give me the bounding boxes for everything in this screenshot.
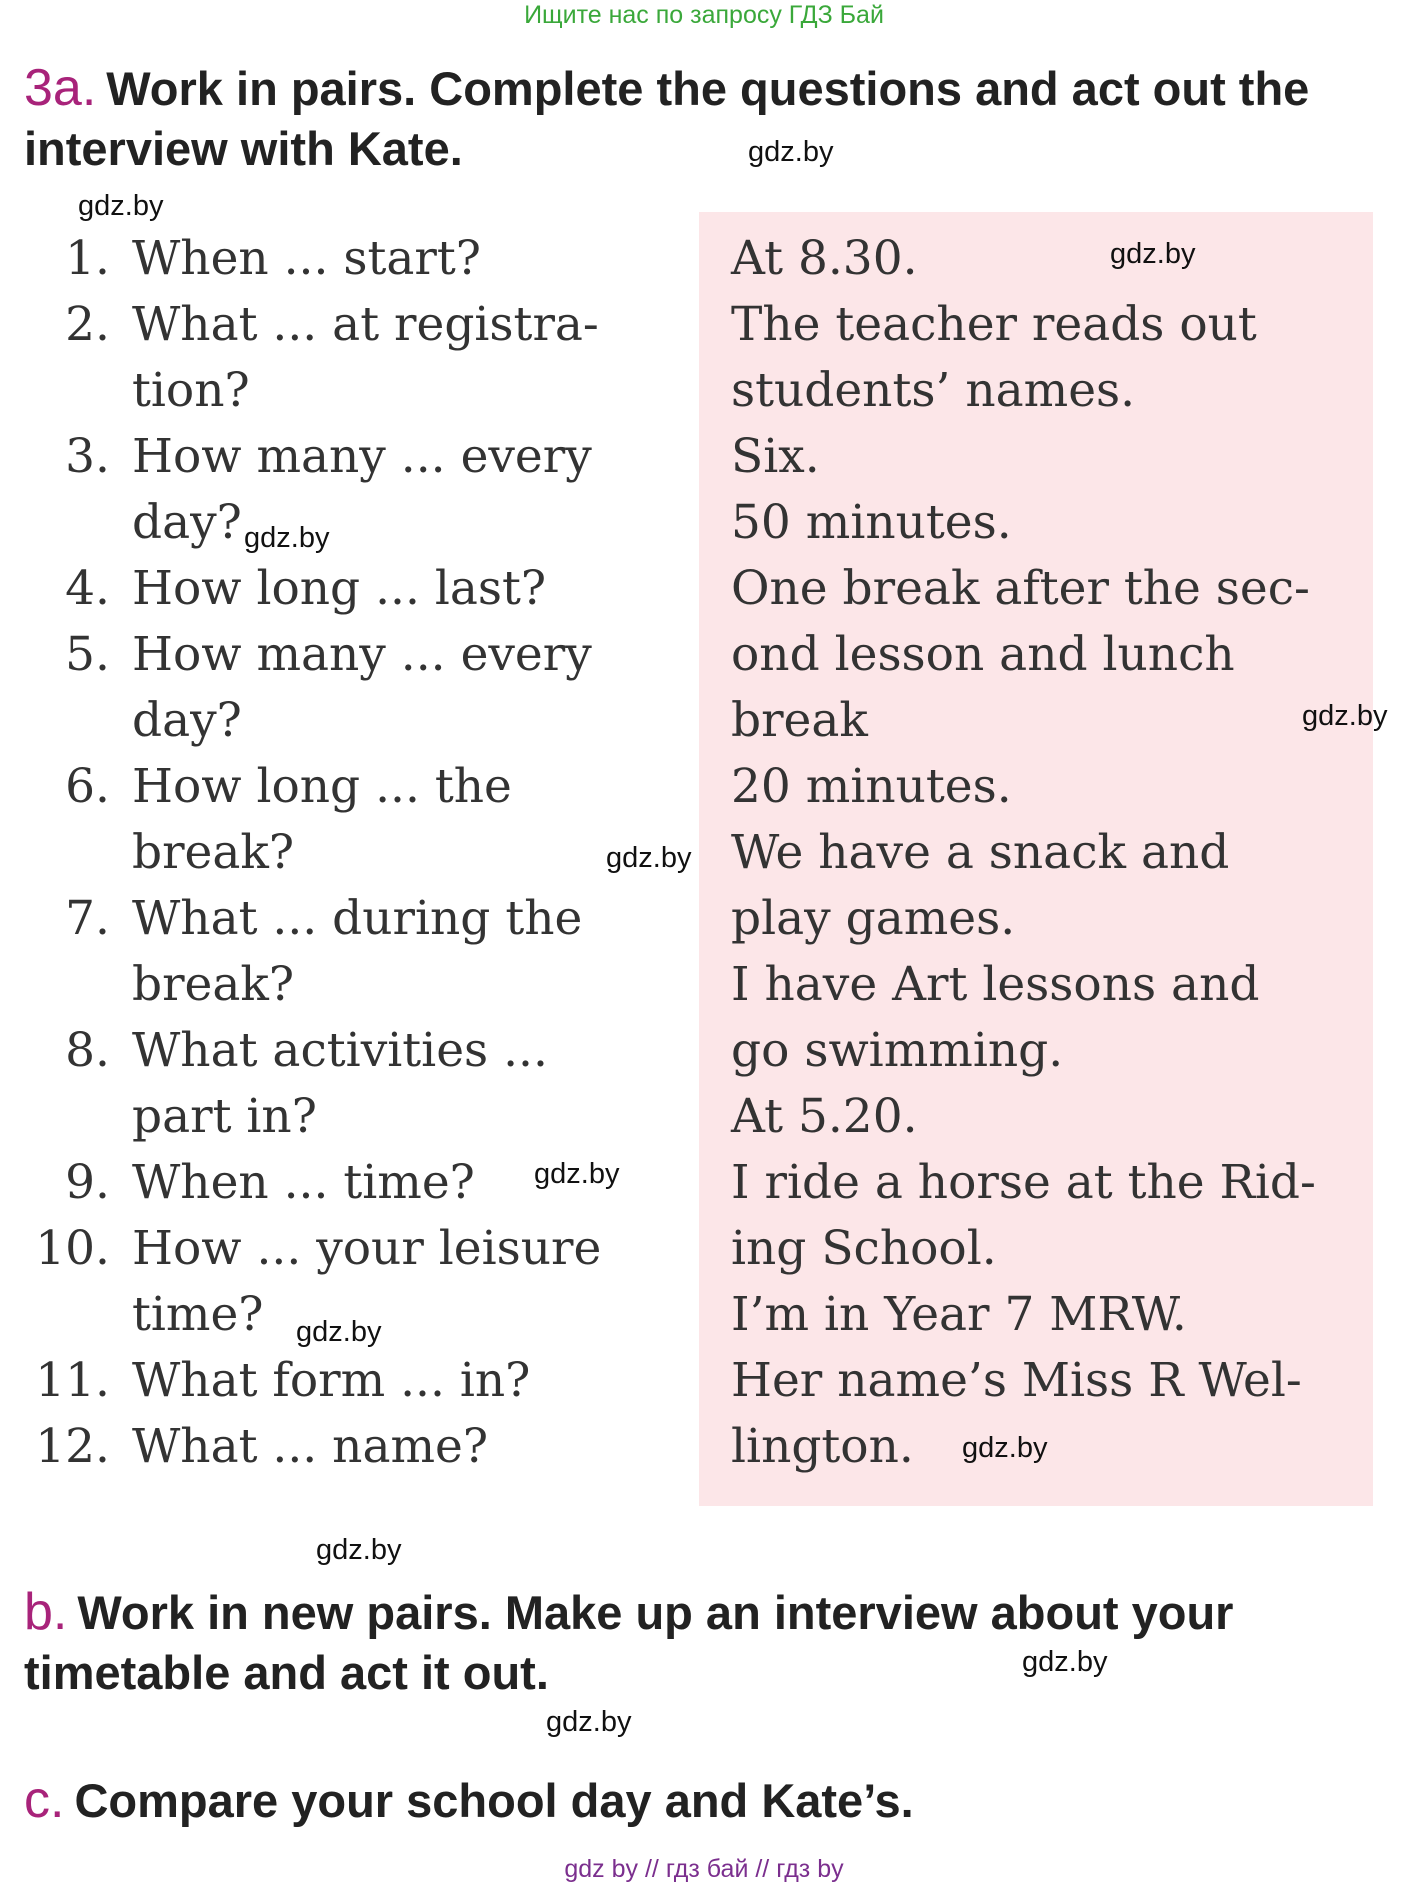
watermark: gdz.by — [606, 842, 692, 874]
answer-line: play games. — [731, 891, 1016, 946]
task-3a-label: 3a. — [24, 59, 97, 117]
answer-line: go swimming. — [731, 1023, 1064, 1078]
answer-line: At 8.30. — [731, 231, 918, 286]
question-number: 9. — [65, 1155, 110, 1210]
question-number — [24, 490, 132, 556]
question-text: How long ... last? — [132, 561, 547, 616]
question-text: What activities ... — [132, 1023, 548, 1078]
question-number — [24, 688, 132, 754]
watermark: gdz.by — [534, 1158, 620, 1190]
watermark: gdz.by — [296, 1316, 382, 1348]
task-3a-line-2: interview with Kate. — [24, 122, 463, 175]
task-b-heading — [24, 1582, 1233, 1703]
question-number — [24, 1084, 132, 1150]
question-text: tion? — [132, 363, 250, 418]
answer-line: I ride a horse at the Rid- — [731, 1155, 1316, 1210]
question-number — [24, 820, 132, 886]
task-3a-line-1: Work in pairs. Complete the questions and act out the — [106, 62, 1310, 115]
watermark: gdz.by — [1302, 700, 1388, 732]
watermark: gdz.by — [1022, 1646, 1108, 1678]
question-number — [24, 358, 132, 424]
question-number: 7. — [65, 891, 110, 946]
answer-line: 20 minutes. — [731, 759, 1012, 814]
question-number: 5. — [65, 627, 110, 682]
question-text: part in? — [132, 1089, 317, 1144]
question-line — [24, 1348, 664, 1414]
question-text: How many ... every — [132, 429, 592, 484]
footer-links: gdz by // гдз бай // гдз by — [564, 1855, 844, 1883]
question-text: What ... at registra- — [132, 297, 599, 352]
task-3a-heading — [24, 58, 1309, 179]
question-number: 11. — [35, 1353, 110, 1408]
question-line — [24, 952, 664, 1018]
question-line — [24, 820, 664, 886]
answer-line: 50 minutes. — [731, 495, 1012, 550]
answer-line: One break after the sec- — [731, 561, 1310, 616]
question-number: 3. — [65, 429, 110, 484]
question-line — [24, 556, 664, 622]
task-c-line-1: Compare your school day and Kate’s. — [74, 1774, 914, 1827]
watermark: gdz.by — [1110, 238, 1196, 270]
question-text: day? — [132, 693, 242, 748]
answer-line: The teacher reads out — [731, 297, 1257, 352]
answer-line: I have Art lessons and — [731, 957, 1260, 1012]
question-line — [24, 1018, 664, 1084]
question-text: break? — [132, 825, 295, 880]
question-line — [24, 754, 664, 820]
answer-line: I’m in Year 7 MRW. — [731, 1287, 1187, 1342]
question-line — [24, 1414, 664, 1480]
question-number: 2. — [65, 297, 110, 352]
question-line — [24, 688, 664, 754]
question-text: What ... name? — [132, 1419, 489, 1474]
question-line — [24, 886, 664, 952]
answer-line: break — [731, 693, 868, 748]
question-number — [24, 952, 132, 1018]
answer-line: Her name’s Miss R Wel- — [731, 1353, 1302, 1408]
question-number: 8. — [65, 1023, 110, 1078]
top-banner: Ищите нас по запросу ГДЗ Бай — [524, 1, 884, 29]
answer-line: students’ names. — [731, 363, 1136, 418]
question-number: 10. — [35, 1221, 110, 1276]
answer-line: At 5.20. — [731, 1089, 918, 1144]
answer-line: Six. — [731, 429, 820, 484]
question-line — [24, 358, 664, 424]
watermark: gdz.by — [316, 1534, 402, 1566]
question-text: When ... time? — [132, 1155, 475, 1210]
question-text: What form ... in? — [132, 1353, 531, 1408]
question-number — [24, 1282, 132, 1348]
question-text: day? — [132, 495, 242, 550]
answer-line: ond lesson and lunch — [731, 627, 1235, 682]
question-text: time? — [132, 1287, 264, 1342]
question-number: 1. — [65, 231, 110, 286]
question-line — [24, 292, 664, 358]
question-line — [24, 424, 664, 490]
question-text: break? — [132, 957, 295, 1012]
watermark: gdz.by — [244, 522, 330, 554]
question-line — [24, 226, 664, 292]
watermark: gdz.by — [962, 1432, 1048, 1464]
answer-line: ing School. — [731, 1221, 997, 1276]
task-c-label: c. — [24, 1771, 65, 1829]
question-text: How long ... the — [132, 759, 512, 814]
task-b-label: b. — [24, 1583, 68, 1641]
watermark: gdz.by — [546, 1706, 632, 1738]
question-number: 12. — [35, 1419, 110, 1474]
questions-column — [24, 226, 664, 1480]
answer-line: lington. — [731, 1419, 914, 1474]
watermark: gdz.by — [748, 136, 834, 168]
task-b-line-1: Work in new pairs. Make up an interview about your — [77, 1586, 1234, 1639]
question-number: 4. — [65, 561, 110, 616]
question-line — [24, 622, 664, 688]
question-line — [24, 490, 664, 556]
question-number: 6. — [65, 759, 110, 814]
question-text: When ... start? — [132, 231, 481, 286]
question-text: How ... your leisure — [132, 1221, 602, 1276]
question-text: How many ... every — [132, 627, 592, 682]
question-line — [24, 1084, 664, 1150]
answers-box — [699, 212, 1373, 1506]
question-text: What ... during the — [132, 891, 583, 946]
answers-text — [731, 226, 1341, 1480]
task-c-heading — [24, 1770, 914, 1831]
watermark: gdz.by — [78, 190, 164, 222]
question-line — [24, 1216, 664, 1282]
task-b-line-2: timetable and act it out. — [24, 1646, 549, 1699]
answer-line: We have a snack and — [731, 825, 1230, 880]
